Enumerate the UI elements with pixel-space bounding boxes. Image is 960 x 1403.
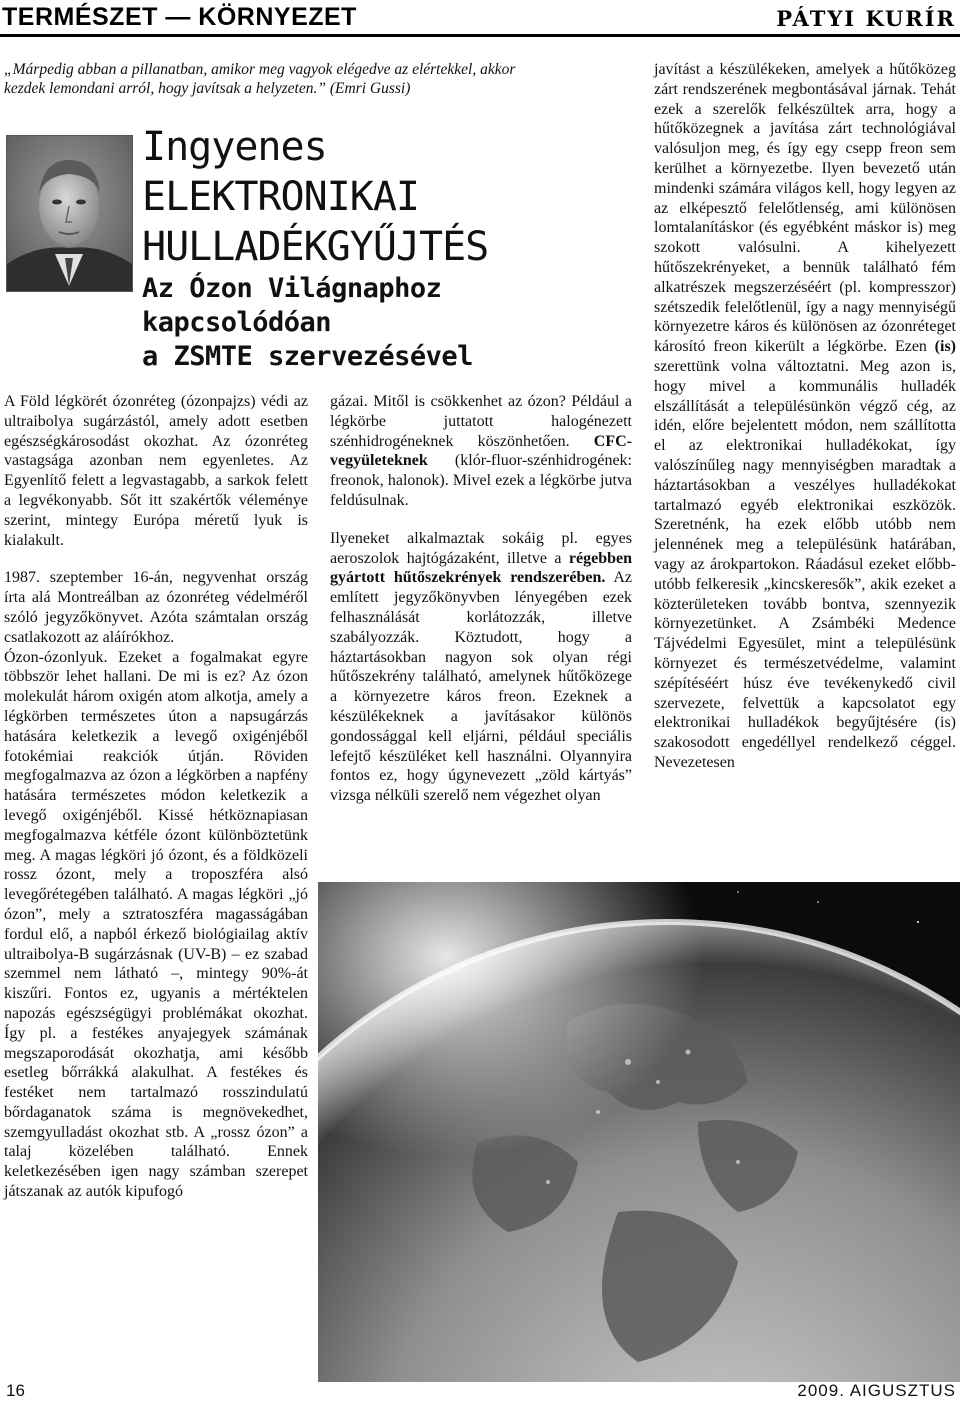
text-run: Az említett jegyzőkönyvben lényegében ezek felhasználását korlátozzák, illetve szabályozzák. Köztudott, hogy a háztartásokban nagyon sok olyan régi hűtőszekrény található, amelynek hűtőközege a környezetre káros freon. Ezeknek a készülékeknek a javításakor különös gondossággal kell eljárni, például speciális lefejtő készüléket kell használni. Olyannyira fontos ez, hogy úgynevezett „zöld kártyás” vizsga nélküli szerelő nem végezhet olyan — [330, 569, 632, 805]
earth-from-space-image — [318, 882, 960, 1382]
text-run: javítást a készülékeken, amelyek a hűtőközeg zárt rendszerének megbontásával járnak. Tehát ezek a szerelők felkészültek arra, hogy a hűtőközegnek a javítása zárt technológiával valósuljon meg, és így egy csepp freon sem kerülhet a környezetbe. Ilyen bevezető után mindenki számára világos kell, hogy legyen az az elképesztő felelőtlenség, ami különösen lomtalanításkor (és egyébként máskor is) meg szokott valósulni. A kihelyezett hűtőszekrényeket, a bennük található fém alkatrészek megszerzéséért (pl. kompresszor) szétszedik felelőtlenül, így a nagy mennyiségű környezetre káros és különösen az ózonréteget károsító freon kikerült a légkörbe. Ezen — [654, 61, 956, 356]
article-title-block — [142, 122, 562, 374]
text-run: Ilyeneket alkalmaztak sokáig pl. egyes aeroszolok hajtógázaként, illetve a — [330, 529, 632, 567]
bold-text: CFC-vegyületeknek — [330, 432, 632, 470]
paragraph — [330, 529, 632, 806]
bold-text: régebben gyártott hűtőszekrények rendszerében. — [330, 549, 632, 587]
paragraph — [330, 392, 632, 511]
subtitle-line-3: a ZSMTE szervezésével — [142, 341, 473, 372]
issue-date: 2009. AIGUSZTUS — [797, 1381, 956, 1400]
earth-globe-image — [318, 882, 960, 1382]
author-photo — [6, 135, 133, 292]
paragraph — [654, 60, 956, 773]
portrait-image — [7, 136, 132, 291]
title-line-1: Ingyenes — [142, 124, 327, 170]
epigraph-quote: „Márpedig abban a pillanatban, amikor meg vagyok elégedve az elértekkel, akkor kezdek lemondani arról, hogy javítsak a helyzeten.” (Emri Gussi) — [4, 61, 516, 97]
text-run: (klór-fluor-szénhidrogének: freonok, halonok). Mivel ezek a légkörbe jutva feldúsulnak. — [330, 452, 632, 509]
article-column-2 — [330, 392, 632, 806]
article-column-3 — [654, 60, 956, 773]
bold-text: (is) — [934, 338, 956, 356]
subtitle-line-2: kapcsolódóan — [142, 307, 332, 338]
article-column-1 — [4, 392, 308, 1202]
newspaper-name: PÁTYI KURÍR — [776, 6, 956, 31]
header-rule — [0, 34, 960, 37]
text-run: gázai. Mitől is csökkenhet az ózon? Például a légkörbe juttatott halogénezett szénhidrogéneknek köszönhetően. — [330, 393, 632, 450]
paragraph: Ózon-ózonlyuk. Ezeket a fogalmakat egyre többször lehet hallani. De mi is ez? Az ózon molekulát három oxigén atom alkotja, amely a légkörben természetes úton a napsugárzás hatására keletkezik a levegő oxigénjéből fotokémiai reakciók útján. Röviden megfogalmazva az ózon a légkörben a napfény hatására természetes módon keletkezik a levegő oxigénjéből. Kissé hétköznapiasan megfogalmazva kétféle ózont különböztetünk meg. A magas légköri jó ózont, és a földközeli rossz ózont, mely a troposzféra alsó levegőrétegében található. A magas légköri „jó ózon”, mely a sztratoszféra magasságában fordul elő, a napból érkező biológiailag aktív ultraibolya-B sugárzásnak (UV-B) – ez szabad szemmel nem látható –, mintegy 90%-át kiszűri. Fontos ez, ugyanis a mértéktelen napozás egészségügyi problémákat okozhat. Így pl. a festékes anyajegyek számának megszaporodását okozhatja, ami később esetleg bőrrákká alakulhat. A festékes és festéket nem tartalmazó rosszindulatú bőrdaganatok száma is megnövekedhet, szemgyulladást okozhat stb. A „rossz ózon” a talaj közelében található. Ennek keletkezésében igen nagy számban szerepet játszanak az autók kipufogó — [4, 648, 308, 1201]
paragraph: 1987. szeptember 16-án, negyvenhat ország írta alá Montreálban az ózonréteg védelméről szóló jegyzőkönyvet. Azóta számtalan ország csatlakozott az aláírókhoz. — [4, 569, 308, 646]
page-number: 16 — [6, 1381, 25, 1400]
subtitle-line-1: Az Ózon Világnaphoz — [142, 273, 442, 304]
page-header — [0, 0, 960, 36]
section-title: TERMÉSZET — KÖRNYEZET — [2, 3, 357, 31]
paragraph: A Föld légkörét ózonréteg (ózonpajzs) védi az ultraibolya sugárzástól, amely adott esetben egészségkárosodást okozhat. Az ózonréteg vastagsága azonban nem egyenletes. Az Egyenlítő felett a legvastagabb, a sarkok felett a legvékonyabb. Sőt itt szakértők véleménye szerint, mintegy Európa méretű lyuk is kialakult. — [4, 393, 308, 549]
title-line-3: HULLADÉKGYŰJTÉS — [142, 224, 489, 270]
text-run: szerettünk volna változtatni. Meg azon is, hogy mivel a kommunális hulladék elszállítását a településünkön végző cég, az idén, előre bejelentett módon, nem szállította el az elektronikai hulladékokat, így valószínűleg nagy mennyiségben maradtak a háztartásokban a veszélyes hulladékokat tartalmazó egyéb elektronikai eszközök. Szeretnénk, ha ezek előbb utóbb nem jelennének meg a településünk határában, vagy az árokpartokon. Ráadásul ezeket előbb-utóbb felkeresik „kincskeresők”, akik ezeket a közterületeken tovább bontva, szennyezik környezetünket. A Zsámbéki Medence Tájvédelmi Egyesület, mint a településünk környezet és természetvédelme, valamint szépítéséért húsz éve tevékenykedő civil szervezete, felvettük a kapcsolatot egy elektronikai hulladékok begyűjtésére (is) szakosodott engedéllyel rendelkező céggel. Nevezetesen — [654, 357, 956, 771]
title-line-2: ELEKTRONIKAI — [142, 174, 419, 220]
